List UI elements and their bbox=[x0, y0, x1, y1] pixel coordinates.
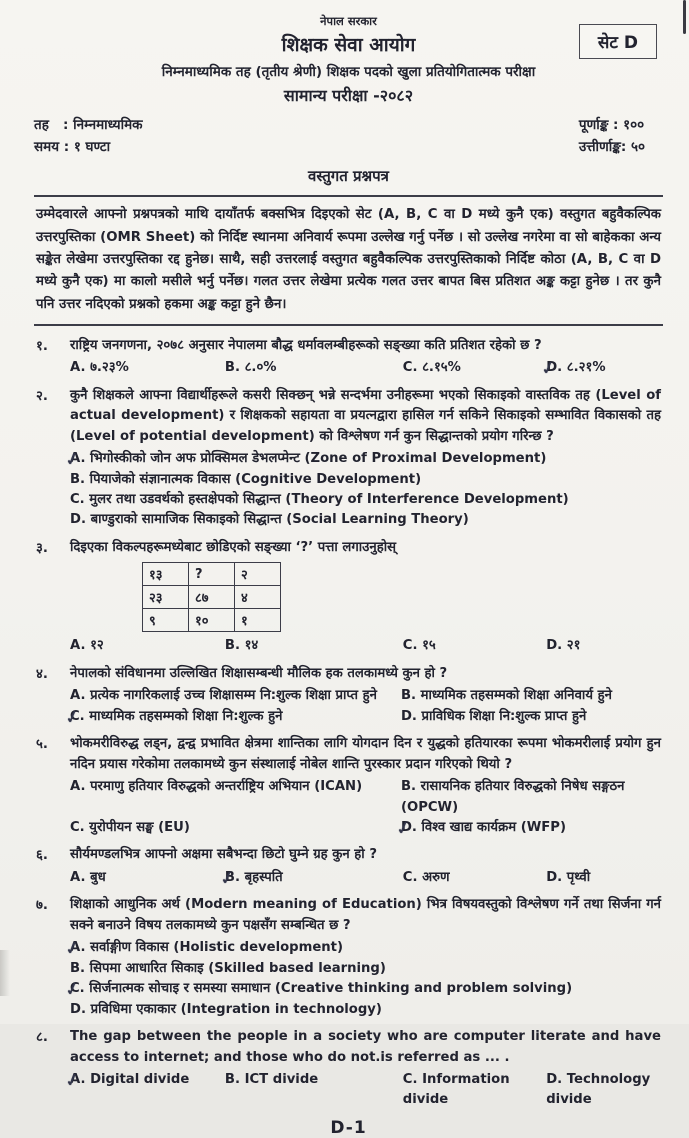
option-text: बाण्डुराको सामाजिक सिकाइको सिद्धान्त (Social Learning Theory) bbox=[90, 512, 469, 528]
option-letter: D. bbox=[546, 869, 563, 885]
option-text: प्राविधिक शिक्षा नि:शुल्क प्राप्त हुने bbox=[421, 708, 587, 724]
option-text: १२ bbox=[90, 638, 104, 654]
option-text: युरोपीयन सङ्घ (EU) bbox=[89, 819, 190, 835]
question-6 bbox=[34, 845, 663, 888]
option-letter: B. bbox=[224, 1071, 240, 1087]
table-cell: ८७ bbox=[189, 586, 235, 609]
set-label-box: सेट D bbox=[579, 24, 657, 59]
option-text: १५ bbox=[422, 638, 436, 654]
option-text: ८.२१% bbox=[566, 360, 606, 376]
option-a bbox=[70, 868, 225, 888]
option-letter: A. bbox=[70, 360, 86, 376]
option-text: भिगोस्कीको जोन अफ प्रोक्सिमल डेभलप्मेन्ट (Zone of Proximal Development) bbox=[90, 451, 547, 467]
option-text: सिपमा आधारित सिकाइ (Skilled based learning) bbox=[89, 960, 386, 976]
question-text: नेपालको संविधानमा उल्लिखित शिक्षासम्बन्धी मौलिक हक तलकामध्ये कुन हो ? bbox=[70, 665, 448, 681]
table-cell: १ bbox=[235, 609, 281, 632]
question-text: कुनै शिक्षकले आफ्ना विद्यार्थीहरूले कसरी सिक्छन् भन्ने सन्दर्भमा उनीहरूमा भएको सिकाइको वास्तविक तह (Level of actual development) र शिक्षकको सहायता वा प्रयत्नद्वारा हासिल गर्न सकिने सिकाइको सम्भावित विकासको तह (Level of potential development) को विश्लेषण गर्न कुन सिद्धान्तको प्रयोग गरिन्छ ? bbox=[70, 387, 661, 444]
options-row bbox=[70, 358, 661, 378]
options-row bbox=[70, 636, 661, 656]
page-number: D-1 bbox=[330, 1117, 367, 1138]
option-text: ८.०% bbox=[244, 360, 277, 376]
option-b bbox=[70, 959, 661, 979]
option-letter: A. bbox=[70, 688, 86, 704]
option-text: ८.१५% bbox=[422, 360, 461, 376]
pass-marks: उत्तीर्णाङ्क: ५० bbox=[578, 138, 645, 155]
option-c bbox=[403, 358, 546, 378]
option-c bbox=[403, 868, 546, 888]
question-text: दिइएका विकल्पहरूमध्येबाट छोडिएको सङ्ख्या ‘?’ पत्ता लगाउनुहोस् bbox=[70, 539, 397, 555]
paper-type-title: वस्तुगत प्रश्नपत्र bbox=[308, 167, 389, 186]
option-letter: C. bbox=[402, 360, 418, 376]
option-text: मुलर तथा उडवर्थको हस्तक्षेपको सिद्धान्त (Theory of Interference Development) bbox=[89, 492, 569, 507]
option-text: बुध bbox=[90, 869, 106, 885]
option-a bbox=[70, 938, 661, 958]
option-b bbox=[225, 358, 403, 378]
option-b bbox=[70, 470, 661, 490]
option-letter: C. ✓ bbox=[70, 979, 85, 999]
table-cell: ? bbox=[189, 563, 235, 586]
option-text: Digital divide bbox=[90, 1071, 190, 1087]
question-number: ३. bbox=[36, 540, 48, 556]
option-text: ७.२३% bbox=[90, 360, 129, 376]
option-text: माध्यमिक तहसम्मको शिक्षा नि:शुल्क हुने bbox=[89, 708, 283, 724]
question-text: सौर्यमण्डलभित्र आफ्नो अक्षमा सबैभन्दा छिटो घुम्ने ग्रह कुन हो ? bbox=[70, 847, 377, 863]
option-d bbox=[546, 358, 661, 378]
question-4 bbox=[34, 664, 663, 727]
option-letter: D. bbox=[400, 708, 417, 724]
option-b bbox=[225, 868, 403, 888]
option-text: रासायनिक हतियार विरुद्धको निषेध सङ्गठन (OPCW) bbox=[400, 779, 625, 815]
option-text: Technology divide bbox=[546, 1071, 651, 1108]
option-text: Information divide bbox=[402, 1071, 510, 1108]
option-letter: D. bbox=[546, 638, 563, 654]
option-text: बृहस्पति bbox=[244, 869, 283, 885]
option-a bbox=[70, 686, 401, 706]
level-row bbox=[34, 115, 143, 137]
paper-header bbox=[34, 14, 663, 106]
question-text: शिक्षाको आधुनिक अर्थ (Modern meaning of Education) भित्र विषयवस्तुको विश्लेषण गर्ने तथा सिर्जना गर्न सक्ने बनाउने विषय तलकामध्ये कुन पक्षसँग सम्बन्धित छ ? bbox=[70, 897, 661, 933]
option-d bbox=[70, 1000, 661, 1020]
option-letter: D. ✓ bbox=[401, 818, 417, 838]
scan-artifact bbox=[0, 950, 10, 996]
option-letter: B. ✓ bbox=[225, 868, 240, 888]
question-8 bbox=[34, 1027, 663, 1111]
option-letter: D. bbox=[70, 1001, 86, 1017]
government-line: नेपाल सरकार bbox=[320, 14, 377, 28]
option-letter: B. bbox=[70, 471, 86, 487]
exam-description: निम्नमाध्यमिक तह (तृतीय श्रेणी) शिक्षक पदको खुला प्रतियोगितात्मक परीक्षा bbox=[161, 64, 536, 80]
option-c bbox=[70, 818, 401, 838]
level-label: तह bbox=[34, 117, 49, 133]
table-cell: १३ bbox=[143, 563, 189, 586]
table-cell: ४ bbox=[235, 586, 281, 609]
option-text: १४ bbox=[244, 638, 259, 654]
option-c bbox=[403, 636, 546, 656]
options-grid bbox=[70, 777, 661, 838]
question-number: १. bbox=[36, 338, 48, 354]
option-b bbox=[225, 1070, 403, 1111]
option-letter: A. ✓ bbox=[70, 449, 85, 469]
options-row bbox=[70, 868, 661, 888]
question-number: ४. bbox=[36, 666, 48, 682]
table-cell: १० bbox=[189, 609, 235, 632]
option-letter: D. bbox=[546, 1071, 563, 1087]
option-b bbox=[225, 636, 403, 656]
level-value: : निम्नमाध्यमिक bbox=[62, 117, 143, 133]
option-text: पियाजेको संज्ञानात्मक विकास (Cognitive Development) bbox=[89, 471, 422, 487]
option-d bbox=[546, 1070, 661, 1111]
number-puzzle-table bbox=[142, 562, 281, 632]
options-stack bbox=[70, 449, 661, 531]
option-letter: A. ✓ bbox=[70, 938, 85, 958]
option-text: ICT divide bbox=[244, 1071, 319, 1087]
table-cell: ९ bbox=[143, 609, 189, 632]
question-number: २. bbox=[36, 388, 48, 404]
option-c bbox=[70, 707, 401, 727]
question-number: ५. bbox=[36, 737, 48, 753]
table-cell: २ bbox=[235, 563, 281, 586]
option-letter: A. bbox=[70, 869, 86, 885]
time-label: समय bbox=[34, 138, 60, 155]
option-text: २१ bbox=[566, 638, 581, 654]
time-value: : १ घण्टा bbox=[63, 138, 111, 155]
question-5 bbox=[34, 734, 663, 838]
option-letter: B. bbox=[400, 688, 417, 704]
options-row bbox=[70, 1070, 661, 1111]
option-letter: C. bbox=[70, 492, 85, 507]
question-1 bbox=[34, 336, 663, 379]
option-letter: B. bbox=[400, 779, 417, 795]
option-text: अरुण bbox=[422, 869, 450, 885]
commission-title: शिक्षक सेवा आयोग bbox=[281, 34, 416, 56]
option-d bbox=[401, 707, 661, 727]
question-number: ८. bbox=[36, 1030, 48, 1046]
option-text: माध्यमिक तहसम्मको शिक्षा अनिवार्य हुने bbox=[420, 688, 612, 704]
option-c bbox=[403, 1070, 546, 1111]
option-c bbox=[70, 979, 661, 999]
option-letter: C. bbox=[402, 638, 418, 654]
scan-artifact bbox=[683, 0, 686, 34]
option-d bbox=[546, 636, 661, 656]
full-marks: पूर्णाङ्क : १०० bbox=[578, 117, 645, 133]
option-letter: B. bbox=[70, 960, 86, 976]
options-grid bbox=[70, 686, 661, 727]
option-text: सर्वाङ्गीण विकास (Holistic development) bbox=[90, 940, 344, 956]
option-b bbox=[401, 777, 661, 818]
question-3 bbox=[34, 538, 663, 657]
option-letter: C. ✓ bbox=[70, 707, 85, 727]
question-text: The gap between the people in a society who are computer literate and have access to internet; and those who do not.is referred as ... . bbox=[70, 1029, 661, 1065]
question-text: राष्ट्रिय जनगणना, २०७८ अनुसार नेपालमा बौद्ध धर्मावलम्बीहरूको सङ्ख्या कति प्रतिशत रहेको छ ? bbox=[70, 337, 542, 353]
option-text: विश्व खाद्य कार्यक्रम (WFP) bbox=[421, 819, 566, 835]
option-letter: A. bbox=[70, 779, 86, 795]
option-letter: B. bbox=[224, 638, 240, 654]
option-a bbox=[70, 1070, 225, 1111]
option-a bbox=[70, 636, 225, 656]
question-2 bbox=[34, 386, 663, 531]
option-d bbox=[401, 818, 661, 838]
option-letter: C. bbox=[70, 819, 85, 835]
question-list bbox=[34, 336, 663, 1111]
question-text: भोकमरीविरुद्ध लड्न, द्वन्द्व प्रभावित क्षेत्रमा शान्तिका लागि योगदान दिन र युद्धको हतियारका रूपमा भोकमरीलाई प्रयोग हुन नदिन प्रयास गरेकोमा तलकामध्ये कुन संस्थालाई नोबेल शान्ति पुरस्कार प्रदान गरिएको थियो ? bbox=[70, 736, 661, 772]
question-number: ७. bbox=[36, 898, 48, 914]
exam-name: सामान्य परीक्षा -२०८२ bbox=[283, 86, 414, 105]
option-text: परमाणु हतियार विरुद्धको अन्तर्राष्ट्रिय अभियान (ICAN) bbox=[90, 779, 363, 795]
option-c bbox=[70, 490, 661, 510]
table-cell: २३ bbox=[143, 586, 189, 609]
option-d bbox=[546, 868, 661, 888]
option-d bbox=[70, 510, 661, 530]
option-letter: C. bbox=[402, 869, 418, 885]
question-7 bbox=[34, 895, 663, 1020]
option-b bbox=[401, 686, 661, 706]
option-a bbox=[70, 777, 401, 818]
option-letter: D. bbox=[70, 512, 86, 528]
option-text: पृथ्वी bbox=[566, 869, 591, 885]
exam-meta bbox=[34, 115, 663, 158]
option-letter: A. bbox=[70, 638, 86, 654]
option-text: सिर्जनात्मक सोचाइ र समस्या समाधान (Creative thinking and problem solving) bbox=[89, 981, 573, 997]
option-letter: B. bbox=[224, 360, 240, 376]
option-a bbox=[70, 449, 661, 469]
option-letter: D. ✓ bbox=[546, 358, 562, 378]
options-stack bbox=[70, 938, 661, 1020]
option-text: प्रविधिमा एकाकार (Integration in technology) bbox=[90, 1001, 382, 1017]
option-letter: C. bbox=[402, 1071, 418, 1087]
option-text: प्रत्येक नागरिकलाई उच्च शिक्षासम्म नि:शुल्क शिक्षा प्राप्त हुने bbox=[90, 688, 377, 704]
option-a bbox=[70, 358, 225, 378]
instructions-block: उम्मेदवारले आफ्नो प्रश्नपत्रको माथि दायाँतर्फ बक्सभित्र दिइएको सेट (A, B, C वा D मध्ये कुनै एक) वस्तुगत बहुवैकल्पिक उत्तरपुस्तिका (OMR Sheet) को निर्दिष्ट स्थानमा अनिवार्य रूपमा उल्लेख गर्नु पर्नेछ । सो उल्लेख नगरेमा वा सो बाहेकका अन्य सङ्केत लेखेमा उत्तरपुस्तिका रद्द हुनेछ। साथै, सही उत्तरलाई वस्तुगत बहुवैकल्पिक उत्तरपुस्तिकाको निर्दिष्ट कोठा (A, B, C वा D मध्ये कुनै एक) मा कालो मसीले भर्नु पर्नेछ। गलत उत्तर लेखेमा प्रत्येक गलत उत्तर बापत बिस प्रतिशत अङ्क कट्टा हुनेछ । तर कुनै पनि उत्तर नदिएको प्रश्नको हकमा अङ्क कट्टा हुने छैन। bbox=[34, 195, 663, 326]
option-letter: A. ✓ bbox=[70, 1070, 85, 1090]
question-number: ६. bbox=[36, 848, 48, 864]
time-row bbox=[34, 137, 143, 159]
